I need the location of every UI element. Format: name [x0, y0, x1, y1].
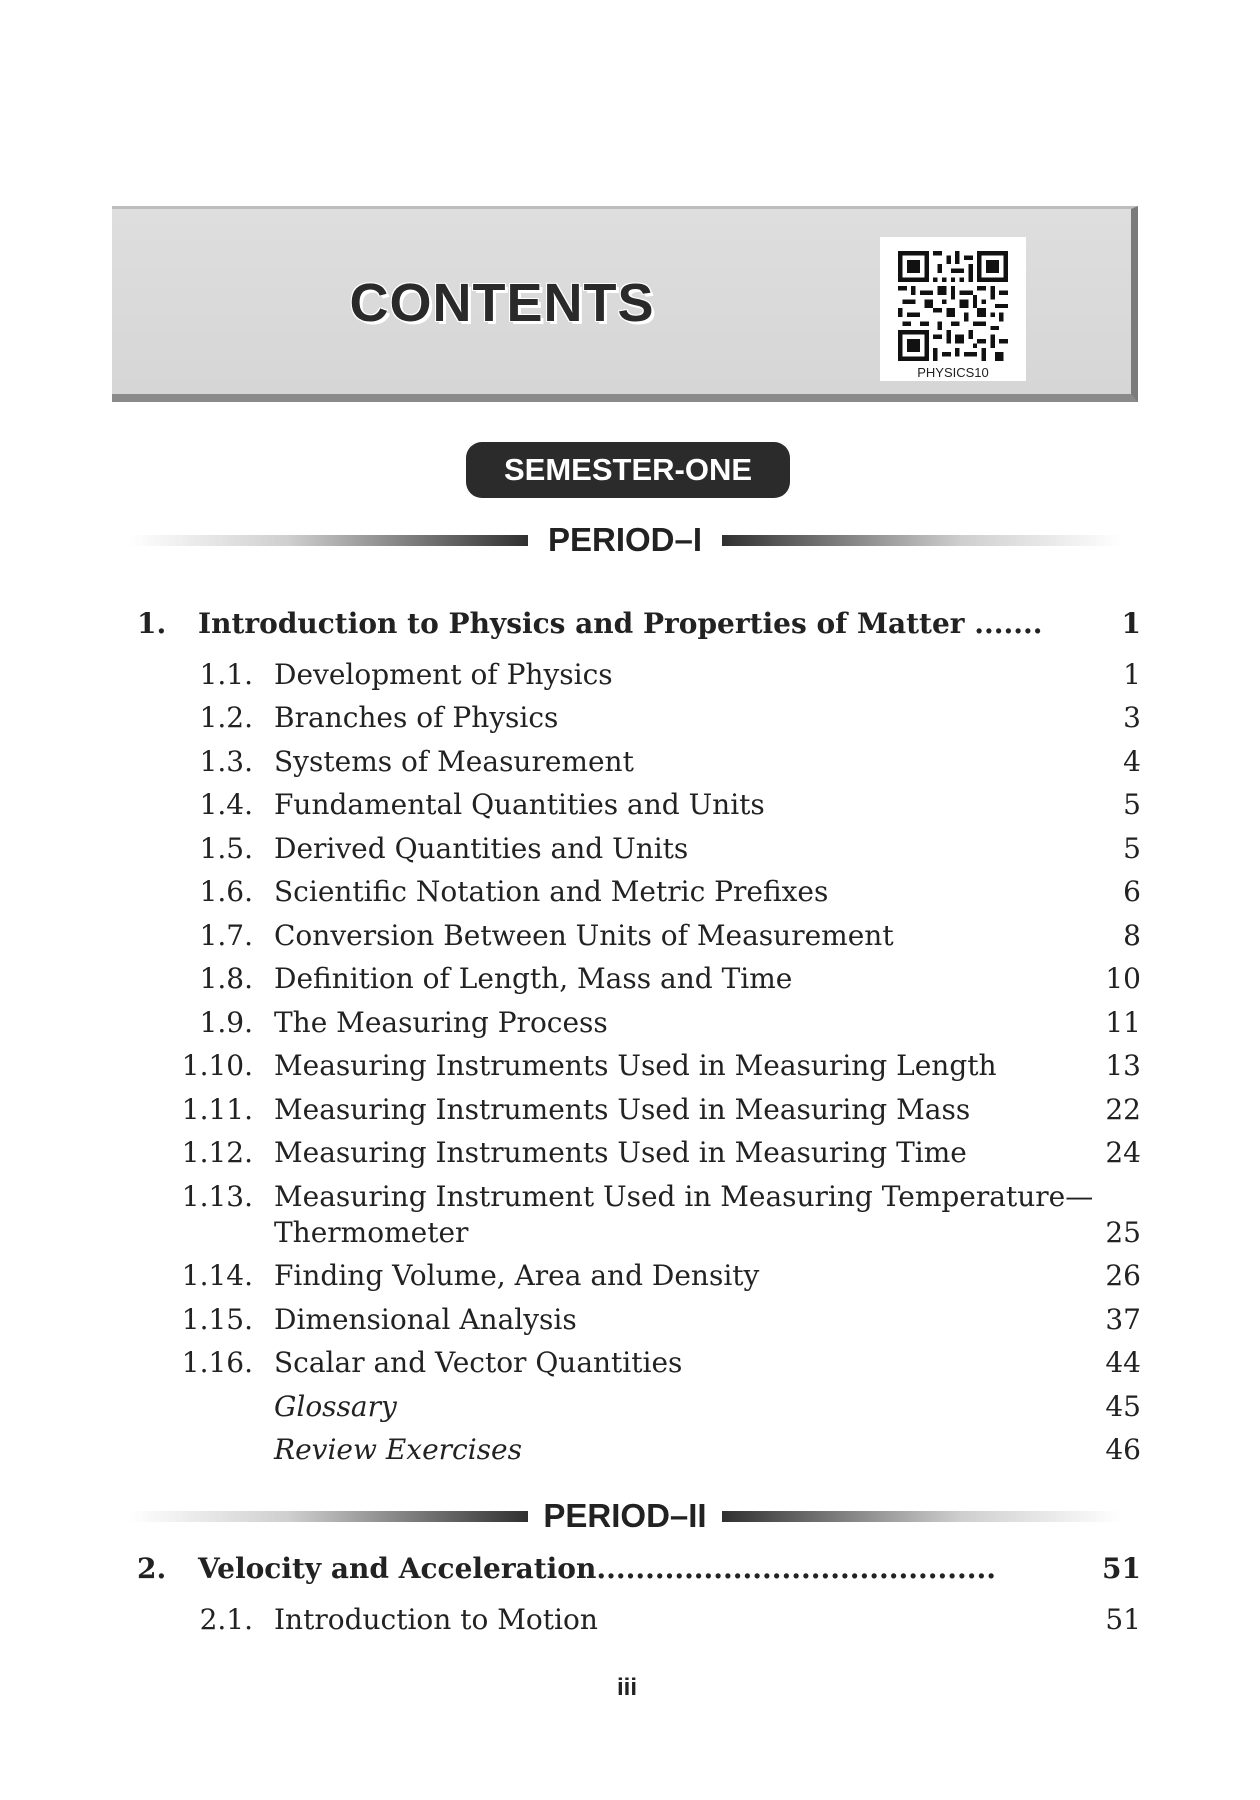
section-title: Derived Quantities and Units: [274, 832, 689, 865]
section-title: Branches of Physics: [274, 701, 559, 734]
section-page: 45: [1105, 1390, 1141, 1423]
chapter-page: 1: [1121, 607, 1141, 640]
section-number: 1.15.: [181, 1303, 253, 1336]
section-page: 5: [1123, 832, 1141, 865]
qr-caption: PHYSICS10: [917, 365, 989, 380]
section-page: 3: [1123, 701, 1141, 734]
section-title: Scalar and Vector Quantities: [274, 1346, 683, 1379]
chapter-title: Velocity and Acceleration.........................................: [198, 1552, 996, 1585]
section-number: 1.5.: [199, 832, 253, 865]
section-number: 1.2.: [199, 701, 253, 734]
section-number: 1.1.: [199, 658, 253, 691]
section-page: 8: [1123, 919, 1141, 952]
section-number: 1.16.: [181, 1346, 253, 1379]
section-page: 24: [1105, 1136, 1141, 1169]
section-title: The Measuring Process: [274, 1006, 608, 1039]
review-exercises-title: Review Exercises: [274, 1433, 522, 1466]
section-number: 1.11.: [181, 1093, 253, 1126]
chapter-number: 1.: [137, 607, 167, 640]
section-title: Definition of Length, Mass and Time: [274, 962, 793, 995]
section-title: Scientific Notation and Metric Prefixes: [274, 875, 829, 908]
section-page: 46: [1105, 1433, 1141, 1466]
section-page: 25: [1105, 1216, 1141, 1249]
section-title: Development of Physics: [274, 658, 613, 691]
period-label-2: PERIOD–II: [543, 1497, 707, 1534]
section-number: 1.13.: [181, 1180, 253, 1213]
divider-bar-left: [128, 535, 528, 546]
divider-bar-right: [722, 1511, 1122, 1522]
section-number: 1.6.: [199, 875, 253, 908]
section-number: 2.1.: [199, 1603, 253, 1636]
qr-code-icon: [898, 251, 1008, 361]
section-page: 26: [1105, 1259, 1141, 1292]
section-title: Fundamental Quantities and Units: [274, 788, 765, 821]
period-divider-2: [128, 1496, 1122, 1536]
qr-code-box: [880, 237, 1026, 381]
section-number: 1.7.: [199, 919, 253, 952]
period-divider-1: [128, 520, 1122, 560]
section-title: Dimensional Analysis: [274, 1303, 577, 1336]
page-title: CONTENTS: [349, 273, 655, 333]
section-page: 5: [1123, 788, 1141, 821]
section-page: 11: [1105, 1006, 1141, 1039]
divider-bar-left: [128, 1511, 528, 1522]
section-page: 51: [1105, 1603, 1141, 1636]
section-page: 10: [1105, 962, 1141, 995]
section-title: Measuring Instruments Used in Measuring Mass: [274, 1093, 971, 1126]
glossary-title: Glossary: [274, 1390, 397, 1423]
chapter-title: Introduction to Physics and Properties of Matter .......: [198, 607, 1043, 640]
semester-badge: SEMESTER-ONE: [466, 442, 790, 498]
chapter-number: 2.: [137, 1552, 167, 1585]
section-number: 1.14.: [181, 1259, 253, 1292]
section-page: 1: [1123, 658, 1141, 691]
chapter-page: 51: [1102, 1552, 1141, 1585]
section-page: 44: [1105, 1346, 1141, 1379]
section-number: 1.9.: [199, 1006, 253, 1039]
section-number: 1.4.: [199, 788, 253, 821]
section-page: 22: [1105, 1093, 1141, 1126]
divider-bar-right: [722, 535, 1122, 546]
section-title: Systems of Measurement: [274, 745, 634, 778]
period-label-1: PERIOD–I: [547, 521, 703, 558]
section-page: 6: [1123, 875, 1141, 908]
section-number: 1.3.: [199, 745, 253, 778]
section-number: 1.12.: [181, 1136, 253, 1169]
section-number: 1.10.: [181, 1049, 253, 1082]
page-number: iii: [616, 1674, 637, 1701]
contents-banner: [112, 206, 1138, 402]
section-page: 13: [1105, 1049, 1141, 1082]
section-title: Measuring Instruments Used in Measuring Time: [274, 1136, 967, 1169]
section-title: Finding Volume, Area and Density: [274, 1259, 760, 1292]
section-number: 1.8.: [199, 962, 253, 995]
section-page: 4: [1123, 745, 1141, 778]
section-title: Introduction to Motion: [274, 1603, 598, 1636]
section-title-continued: Thermometer: [274, 1216, 469, 1249]
section-page: 37: [1105, 1303, 1141, 1336]
section-title: Measuring Instrument Used in Measuring Temperature—: [274, 1180, 1094, 1213]
section-title: Measuring Instruments Used in Measuring Length: [274, 1049, 997, 1082]
section-title: Conversion Between Units of Measurement: [274, 919, 894, 952]
